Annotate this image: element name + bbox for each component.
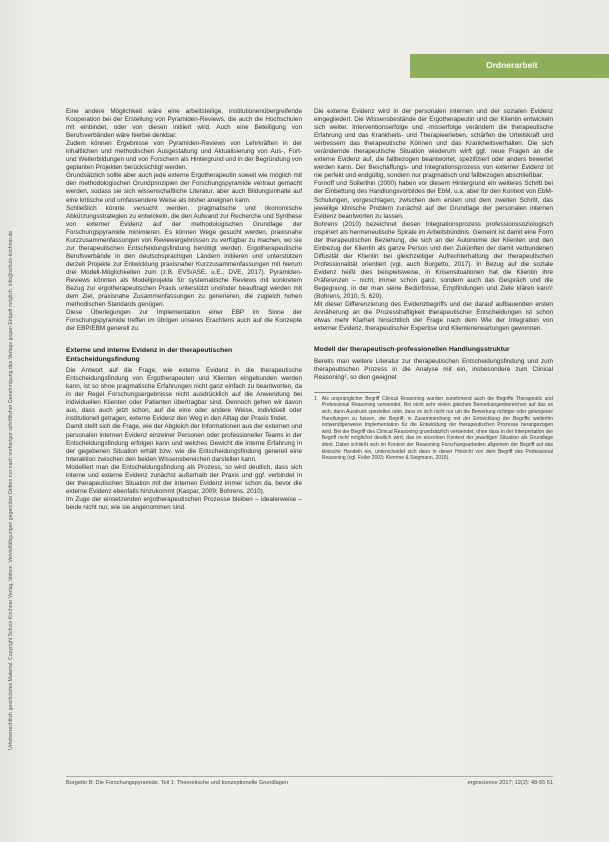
right-paragraph-3: Bohrens (2010) bezeichnet diesen Integrationsprozess professionssoziologisch inspiriert als hermeneutische Spirale im Arbeitsbündnis. Gemeint ist damit eine Form der therapeutischen Beziehung, die sich an der Autonomie der Klienten und den Einbezug der Klientin als ganze Person und den Zukünften der damit verbundenen Diffusität der Klientin bei gleichzeitiger Aufrechterhaltung der therapeutischen Professionalität orientiert (vgl. auch Borgetto, 2017). In Bezug auf die soziale Evidenz heißt dies beispielsweise, in Krisensituationen hat die Klientin ihre Präferenzen – nicht, immer schon ganz, sondern auch das Gespräch und die Begegnung, in der man seine Bedürfnisse, Empfindungen und Ziele klären kann¹ (Bohrens, 2010, S. 620). bbox=[314, 220, 553, 301]
right-paragraph-1: Die externe Evidenz wird in der personalen internen und der sozialen Evidenz eingegliedert. Die Wissensbestände der Ergotherapeutin und der Klientin entwickeln sich weiter. Interventionserfolge und -misserfolge verändern die therapeutische Erfahrung und das Krankheits- und Therapieerleben, schärfen die Urteilskraft und verbessern das therapeutische Können und das Krankheitsverhalten. Die sich verändernde therapeutische Situation wiederum wirft ggf. neue Fragen an die externe Evidenz auf, die fallbezogen beantwortet, spezifiziert oder anders bewertet werden kann. Der Beschaffungs- und Integrationsprozess von externer Evidenz ist nie perfekt und endgültig, sondern nur pragmatisch und fallbezogen abschließbar. bbox=[314, 108, 553, 180]
section-heading-model: Modell der therapeutisch-professionellen Handlungsstruktur bbox=[314, 346, 510, 354]
right-paragraph-4: Mit dieser Differenzierung des Evidenzbegriffs und der darauf aufbauenden ersten Annäherung an die Prozesshaftigkeit therapeutischer Entscheidungen ist schon etwas mehr Klarheit hinsichtlich der Frage nach dem Wie der Integration von externer Evidenz, therapeutischer Expertise und Klientenerwartungen gewonnen. bbox=[314, 301, 553, 333]
right-paragraph-2: Fornoff und Sollerthin (2000) haben vor diesem Hintergrund ein weiteres Schritt bei der Einbettung des Handlungsvorbildes der EbM, u.a. aber für den Kontext von EbM-Schulungen, vorgeschlagen, zwischen dem ersten und dem zweiten Schritt, das jeweilige klinische Problem zunächst auf der Grundlage der personalen internen Evidenz beantworten zu lassen. bbox=[314, 180, 553, 220]
page-footer bbox=[66, 776, 553, 788]
left-paragraph-9: Im Zuge der einsetzenden ergotherapeutischen Prozesse bleiben – idealerweise – beide nicht nur, wie sie angenommen sind. bbox=[66, 495, 302, 511]
left-paragraph-4: Schließlich könnte versucht werden, pragmatische und ökonomische Abkürzungsstrategien zu entwickeln, die den Aufwand zur Recherche und Synthese von externer Evidenz auf der methodologischen Grundlage der Forschungspyramide minimieren. Es können Wege gesucht werden, praxisnahe Kurzzusammenfassungen von Reviewergebnissen zu verfügbar zu machen, wo sie zur therapeutischen Entscheidungsfindung benötigt werden. Ergotherapeutische Berufsverbände in den deutschsprachigen Ländern initiieren und unterstützen derzeit Projekte zur Entwicklung praxisnaher Kurzzusammenfassungen mit hierum drei Modell-Möglichkeiten zum (z.B. EVS/ASE, u.E., DVE, 2017). Pyramiden-Reviews könnten als Modellprojekte für systematische Reviews mit konkretem Bezug zur ergotherapeutischen Praxis unterstützt und/oder beauftragt werden mit dem Ziel, praxisnahe Zusammenfassungen zu generieren, die zugleich hohen methodischen Standards genügen. bbox=[66, 204, 302, 309]
left-paragraph-7: Damit stellt sich die Frage, wie der Abgleich der Informationen aus der externen und personalen internen Evidenz einzelner Personen oder professioneller Teams in der Entscheidungsfindung erfolgen kann und welches Gewicht die interne Erfahrung in der gegebenen Situation erhält bzw. wie die Entscheidungsfindung generell eine Interaktion zwischen den beiden Wissensbereichen darstellen kann. bbox=[66, 423, 302, 463]
footnote-number: 1 bbox=[314, 395, 317, 402]
section-heading-evidence: Externe und interne Evidenz in der therapeutischen Entscheidungsfindung bbox=[66, 347, 233, 363]
left-paragraph-2: Zudem können Ergebnisse von Pyramiden-Reviews von Lehrkräften in der inhaltlichen und methodischen Ausgestaltung und Aktualisierung von Aus-, Fort- und Weiterbildungen und von Forschern als Hintergrund und in der Begründung von geplanten Projekten berücksichtigt werden. bbox=[66, 140, 302, 172]
left-paragraph-3: Grundsätzlich sollte aber auch jede externe Ergotherapeutin soweit wie möglich mit den methodologischen Grundprinzipien der Forschungspyramide vertraut gemacht werden, sodass sie sich wissenschaftliche Literatur, aber auch Bildungsinhalte auf eine kritische und umfassendere Weise als bisher aneignen kann. bbox=[66, 172, 302, 204]
footer-journal-page: ergoscience 2017; 12(2): 48-55 51 bbox=[467, 780, 553, 786]
section-tag: Ordnerarbeit bbox=[410, 54, 609, 78]
left-column bbox=[66, 108, 302, 512]
right-paragraph-5: Bereits man weitere Literatur zur therapeutischen Entscheidungsfindung und zum therapeutischen Prozess in die Analyse mit ein, insbesondere zum Clinical Reasoning², so dien geeignet bbox=[314, 357, 553, 381]
footnote-text: Als ursprünglicher Begriff Clinical Reasoning wurden zunehmend auch die Begriffe Therapeutic und Professional Reasoning verwendet. Bei nicht sehr vielen gleichen Bemerkungenbereichen auf das es sich, dann Ausdruck speziellen oder, dass es sich nicht nur um die Bewertung richtiger oder gelungener Handlungen zu fassen, der Begriff, in Zusammenhang mit der Entwicklung der Begriffe weiterhin notwendigerweise Implementation für die Entwicklung der therapeutischen Prozesse herangezogen wird. Bei der Begriff des Clinical Reasoning grundsätzlich verwendet, ohne dass in der Interpretation der Begriff nicht möglichst deutlich wird, das im einzelnen Kontext der jeweiligen Situation als Grundlage dient. Dabei schließt sich im Kontext der Reasoning Forschungsarbeiten allgemein der Begriff auf das klinische Handeln ein, unterscheidet sich dann in dieser Hinsicht von dem Begriff des Professional Reasoning (vgl. Feiler 2003; Klemme & Siegmann, 2015). bbox=[321, 395, 553, 462]
left-paragraph-8: Modelliert man die Entscheidungsfindung als Prozess, so wird deutlich, dass sich interne und externe Evidenz zunächst außerhalb der Praxis und ggf. verbindet in der therapeutischen Situation mit der internen Evidenz immer schon da, bevor die externe Evidenz ebenfalls hinzukommt (Kaspar, 2009; Bohrens, 2010). bbox=[66, 463, 302, 495]
footnote-divider bbox=[314, 392, 380, 393]
left-paragraph-1: Eine andere Möglichkeit wäre eine arbeitsteilige, institutionenübergreifende Kooperation bei der Erstellung von Pyramiden-Reviews, die auch die Hochschulen mit einbindet, oder von diesen initiiert wird. Auch eine Beteiligung von Berufsverbänden wäre hierbei denkbar. bbox=[66, 108, 302, 140]
footer-citation: Borgetto B: Die Forschungspyramide. Teil 1: Theoretische und konzeptionelle Grundlagen bbox=[66, 780, 289, 786]
left-paragraph-5: Diese Überlegungen zur Implementation einer EBP im Sinne der Forschungspyramide treffen im übrigen unseres Erachtens auch auf die Konzepte der EBP/EBM generell zu. bbox=[66, 309, 302, 333]
copyright-side-note: Urheberrechtlich geschütztes Material. Copyright Schulz-Kirchner Verlag, Idstein. Vervielfältigungen gegenüber Dritten nur nach vorheriger schriftlicher Genehmigung des Verlags gegen Entgelt möglich. info@schulz-kirchner.de bbox=[8, 230, 14, 750]
footnote bbox=[314, 396, 553, 462]
left-paragraph-6: Die Antwort auf die Frage, wie externe Evidenz in die therapeutische Entscheidungsfindung von Ergotherapeuten und Klienten eingebunden werden kann, ist so ohne pragmatische Erfahrungen nicht ganz einfach zu beantworten, da in der Regel Forschungsergebnisse nicht ausdrücklich auf die Anwendung bei individuellen Klienten oder Patienten übertragbar sind. Dennoch gehen wir davon aus, dass auch jetzt schon, auf die eine oder andere Weise, individuell oder institutionell getragen, externe Evidenz den Weg in den Alltag der Praxis findet. bbox=[66, 367, 302, 423]
right-column bbox=[314, 108, 553, 462]
